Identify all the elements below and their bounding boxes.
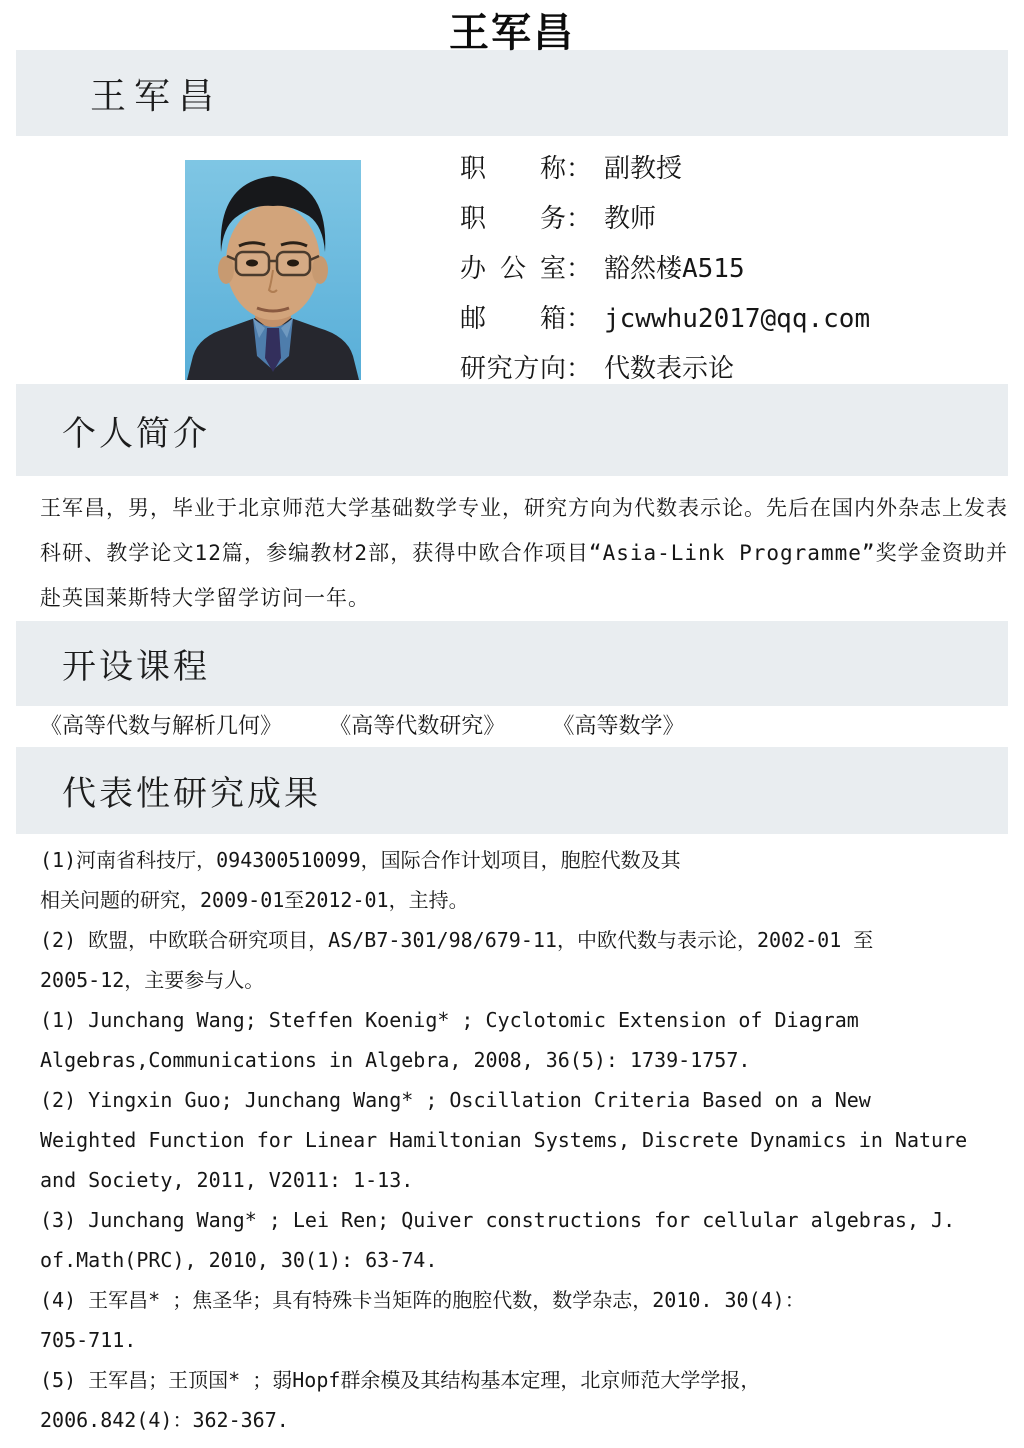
- field-research: [460, 344, 870, 394]
- achievement-line: (5) 王军昌；王顶国* ；弱Hopf群余模及其结构基本定理，北京师范大学学报，: [40, 1368, 761, 1392]
- portrait-illustration: [185, 160, 361, 380]
- achievement-line: (1)河南省科技厅，094300510099，国际合作计划项目，胞腔代数及其: [40, 848, 681, 872]
- field-title-value: 副教授: [604, 154, 683, 184]
- profile-fields: [460, 144, 870, 394]
- course-item: 《高等数学》: [552, 714, 685, 739]
- field-email-value: jcwwhu2017@qq.com: [604, 304, 871, 334]
- profile-photo: [185, 160, 361, 380]
- achievements-list: [40, 840, 1000, 1440]
- field-research-colon: ：: [565, 354, 592, 384]
- field-position-colon: ：: [565, 204, 592, 234]
- page-title: 王军昌: [449, 11, 575, 55]
- intro-paragraph: 王军昌，男，毕业于北京师范大学基础数学专业，研究方向为代数表示论。先后在国内外杂志上发表科研、教学论文12篇，参编教材2部，获得中欧合作项目“Asia-Link Programme”奖学金资助并赴英国莱斯特大学留学访问一年。: [40, 496, 1008, 610]
- course-item: 《高等代数与解析几何》: [40, 714, 283, 739]
- courses-list: [40, 706, 1008, 747]
- field-office-value: 豁然楼A515: [604, 254, 745, 284]
- section-intro-heading: 个人简介: [62, 413, 210, 454]
- field-position-label: 职务: [460, 204, 566, 234]
- field-research-value: 代数表示论: [604, 354, 735, 384]
- achievement-line: 705-711.: [40, 1328, 137, 1352]
- achievement-line: (2) Yingxin Guo; Junchang Wang* ; Oscillation Criteria Based on a New: [40, 1088, 871, 1112]
- achievement-line: (3) Junchang Wang* ; Lei Ren; Quiver constructions for cellular algebras, J.: [40, 1208, 956, 1232]
- achievement-line: Algebras,Communications in Algebra, 2008, 36(5): 1739-1757.: [40, 1048, 751, 1072]
- achievement-line: (1) Junchang Wang; Steffen Koenig* ; Cyclotomic Extension of Diagram: [40, 1008, 859, 1032]
- achievement-line: of.Math(PRC), 2010, 30(1): 63-74.: [40, 1248, 438, 1272]
- field-office-colon: ：: [565, 254, 592, 284]
- section-courses-heading: 开设课程: [62, 647, 210, 687]
- profile-name: 王军昌: [90, 75, 223, 117]
- name-band: [16, 50, 1008, 136]
- profile-header: [0, 136, 1024, 384]
- field-office-label: 办公室: [460, 254, 566, 284]
- field-title: [460, 144, 870, 194]
- achievement-line: 2006.842(4)：362-367.: [40, 1408, 289, 1432]
- field-office: [460, 244, 870, 294]
- achievement-line: 2005-12，主要参与人。: [40, 968, 265, 992]
- achievement-line: (4) 王军昌* ；焦圣华；具有特殊卡当矩阵的胞腔代数，数学杂志，2010. 30(4)：: [40, 1288, 805, 1312]
- achievement-line: 相关问题的研究，2009-01至2012-01，主持。: [40, 888, 469, 912]
- achievement-line: (2) 欧盟，中欧联合研究项目，AS/B7-301/98/679-11，中欧代数与表示论，2002-01 至: [40, 928, 874, 952]
- field-title-label: 职称: [460, 154, 566, 184]
- achievement-line: Weighted Function for Linear Hamiltonian Systems, Discrete Dynamics in Nature: [40, 1128, 968, 1152]
- field-position: [460, 194, 870, 244]
- section-achievements-band: [16, 747, 1008, 834]
- achievement-line: and Society, 2011, V2011: 1-13.: [40, 1168, 414, 1192]
- field-research-label: 研究方向: [460, 354, 566, 384]
- course-item: 《高等代数研究》: [329, 714, 506, 739]
- field-email-label: 邮箱: [460, 304, 566, 334]
- section-achievements-heading: 代表性研究成果: [62, 774, 321, 814]
- section-courses-band: [16, 621, 1008, 706]
- section-intro-band: [16, 384, 1008, 476]
- field-title-colon: ：: [565, 154, 592, 184]
- field-email-colon: ：: [565, 304, 592, 334]
- field-email: [460, 294, 870, 344]
- field-position-value: 教师: [604, 204, 657, 234]
